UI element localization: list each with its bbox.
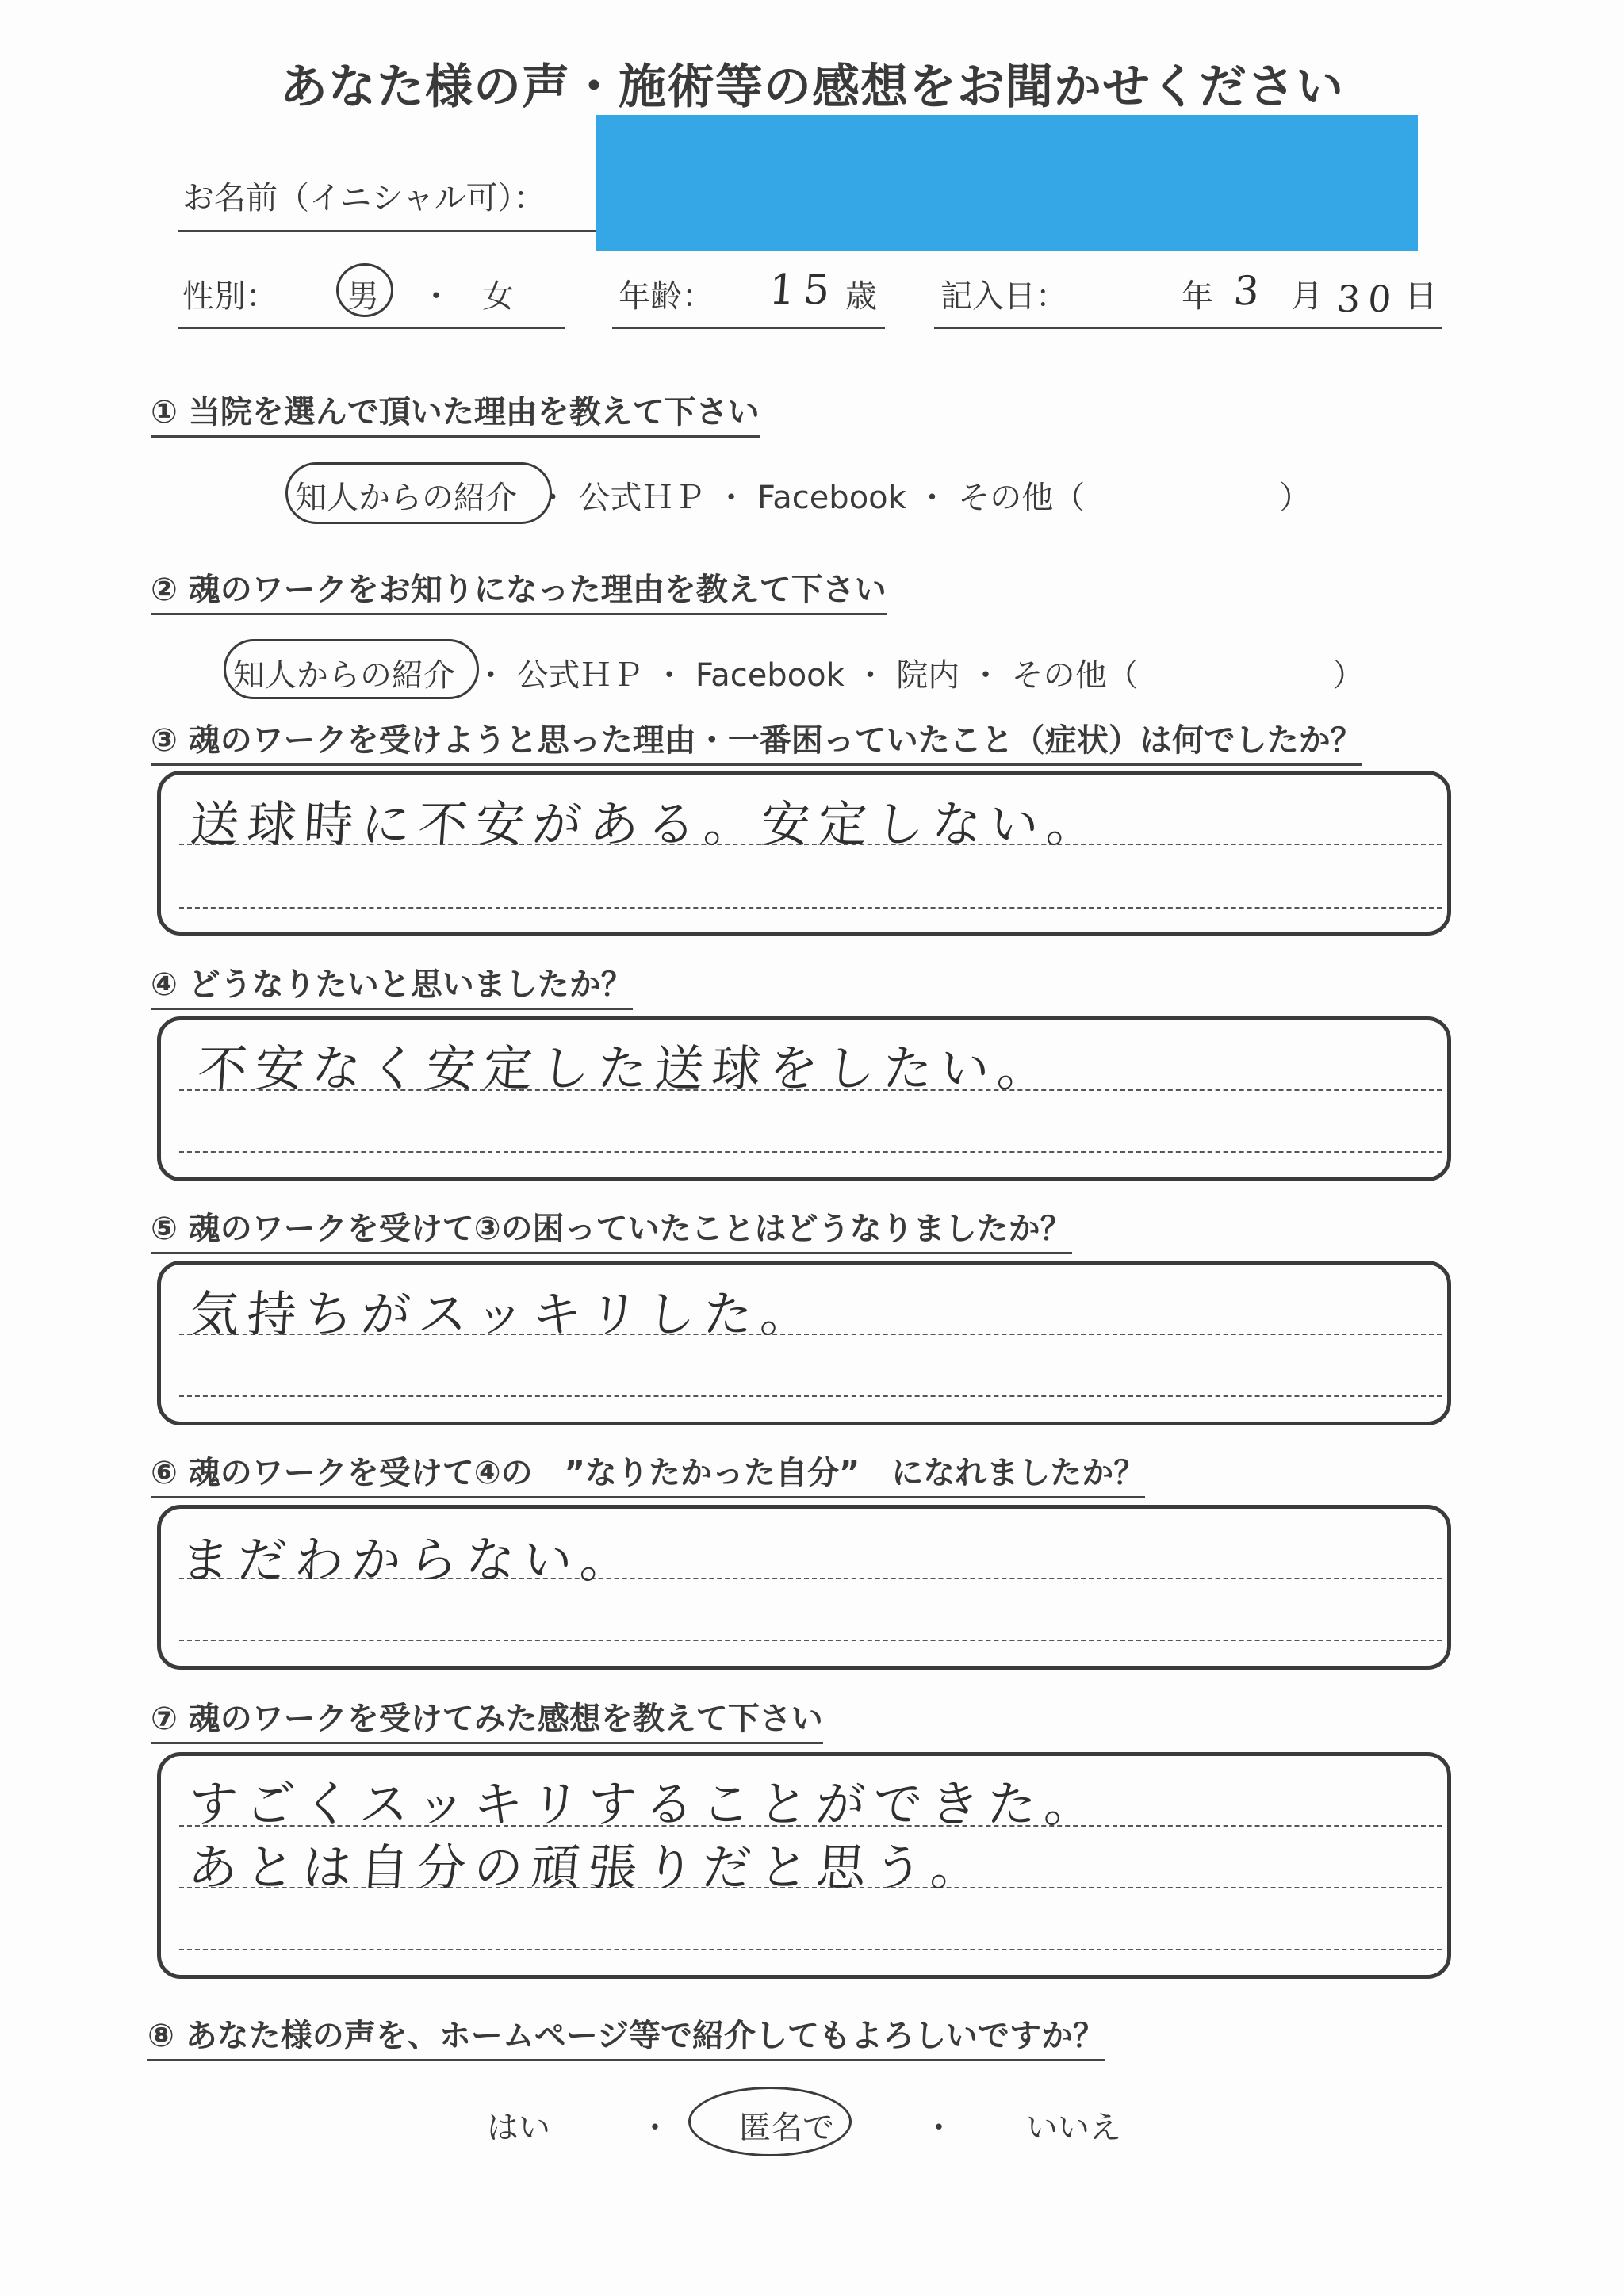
date-underline bbox=[934, 327, 1442, 329]
q3-heading: ③ 魂のワークを受けようと思った理由・一番困っていたこと（症状）は何でしたか？ bbox=[151, 715, 1362, 766]
q6-heading: ⑥ 魂のワークを受けて④の ”なりたかった自分” になれましたか？ bbox=[151, 1448, 1145, 1498]
age-label: 年齢： bbox=[619, 278, 714, 315]
name-label: お名前（イニシャル可）： bbox=[182, 180, 546, 216]
q1-option-referral[interactable]: 知人からの紹介 bbox=[295, 480, 517, 516]
q7-answer-line-2: あとは自分の頑張りだと思う。 bbox=[186, 1839, 990, 1896]
q2-option-referral[interactable]: 知人からの紹介 bbox=[233, 657, 455, 694]
q7-answer-line-1: すごくスッキリすることができた。 bbox=[186, 1775, 1104, 1833]
q7-heading: ⑦ 魂のワークを受けてみた感想を教えて下さい bbox=[151, 1693, 823, 1744]
q8-option-no[interactable]: いいえ bbox=[1026, 2110, 1121, 2146]
name-redaction bbox=[596, 115, 1418, 251]
age-unit: 歳 bbox=[845, 278, 877, 315]
q2-options bbox=[233, 650, 1364, 695]
q8-heading: ⑧ あなた様の声を、ホームページ等で紹介してもよろしいですか？ bbox=[147, 2011, 1105, 2061]
date-year-unit: 年 bbox=[1182, 278, 1213, 315]
date-month-unit: 月 bbox=[1291, 278, 1323, 315]
date-month-value[interactable]: 3 bbox=[1231, 268, 1269, 314]
q1-heading: ① 当院を選んで頂いた理由を教えて下さい bbox=[151, 387, 760, 438]
age-underline bbox=[612, 327, 885, 329]
gender-option-male[interactable]: 男 bbox=[347, 278, 379, 315]
q5-heading: ⑤ 魂のワークを受けて③の困っていたことはどうなりましたか？ bbox=[151, 1203, 1072, 1254]
q1-options bbox=[295, 473, 1311, 518]
q2-option-close: ） bbox=[1332, 657, 1365, 694]
q7-line-3 bbox=[179, 1949, 1442, 1950]
q8-separator-1: ・ bbox=[639, 2110, 671, 2146]
q8-option-yes[interactable]: はい bbox=[487, 2110, 550, 2146]
gender-underline bbox=[178, 327, 565, 329]
q2-heading: ② 魂のワークをお知りになった理由を教えて下さい bbox=[151, 564, 887, 615]
q2-option-others[interactable]: ・ 公式ＨＰ ・ Facebook ・ 院内 ・ その他（ bbox=[474, 657, 1139, 694]
date-day-unit: 日 bbox=[1405, 278, 1437, 315]
date-day-value[interactable]: 30 bbox=[1335, 277, 1401, 320]
q4-heading: ④ どうなりたいと思いましたか？ bbox=[151, 959, 633, 1010]
gender-label: 性別： bbox=[182, 278, 278, 315]
gender-separator: ・ bbox=[420, 278, 452, 315]
date-label: 記入日： bbox=[940, 278, 1067, 315]
q5-line-2 bbox=[179, 1395, 1442, 1397]
q1-option-close: ） bbox=[1278, 480, 1311, 516]
q8-separator-2: ・ bbox=[923, 2110, 955, 2146]
q4-line-2 bbox=[179, 1151, 1442, 1153]
age-value[interactable]: 15 bbox=[767, 266, 840, 314]
gender-option-female[interactable]: 女 bbox=[482, 278, 514, 315]
q6-answer-line-1: まだわからない。 bbox=[178, 1531, 640, 1589]
q1-option-others[interactable]: ・ 公式ＨＰ ・ Facebook ・ その他（ bbox=[536, 480, 1086, 516]
q5-answer-line-1: 気持ちがスッキリした。 bbox=[188, 1285, 820, 1343]
page-title: あなた様の声・施術等の感想をお聞かせください bbox=[280, 59, 1344, 115]
q3-answer-line-1: 送球時に不安がある。安定しない。 bbox=[188, 795, 1106, 853]
q6-line-2 bbox=[179, 1640, 1442, 1641]
q3-line-2 bbox=[179, 907, 1442, 909]
q8-option-anonymous[interactable]: 匿名で bbox=[739, 2110, 834, 2146]
q4-answer-line-1: 不安なく安定した送球をしたい。 bbox=[196, 1039, 1057, 1097]
